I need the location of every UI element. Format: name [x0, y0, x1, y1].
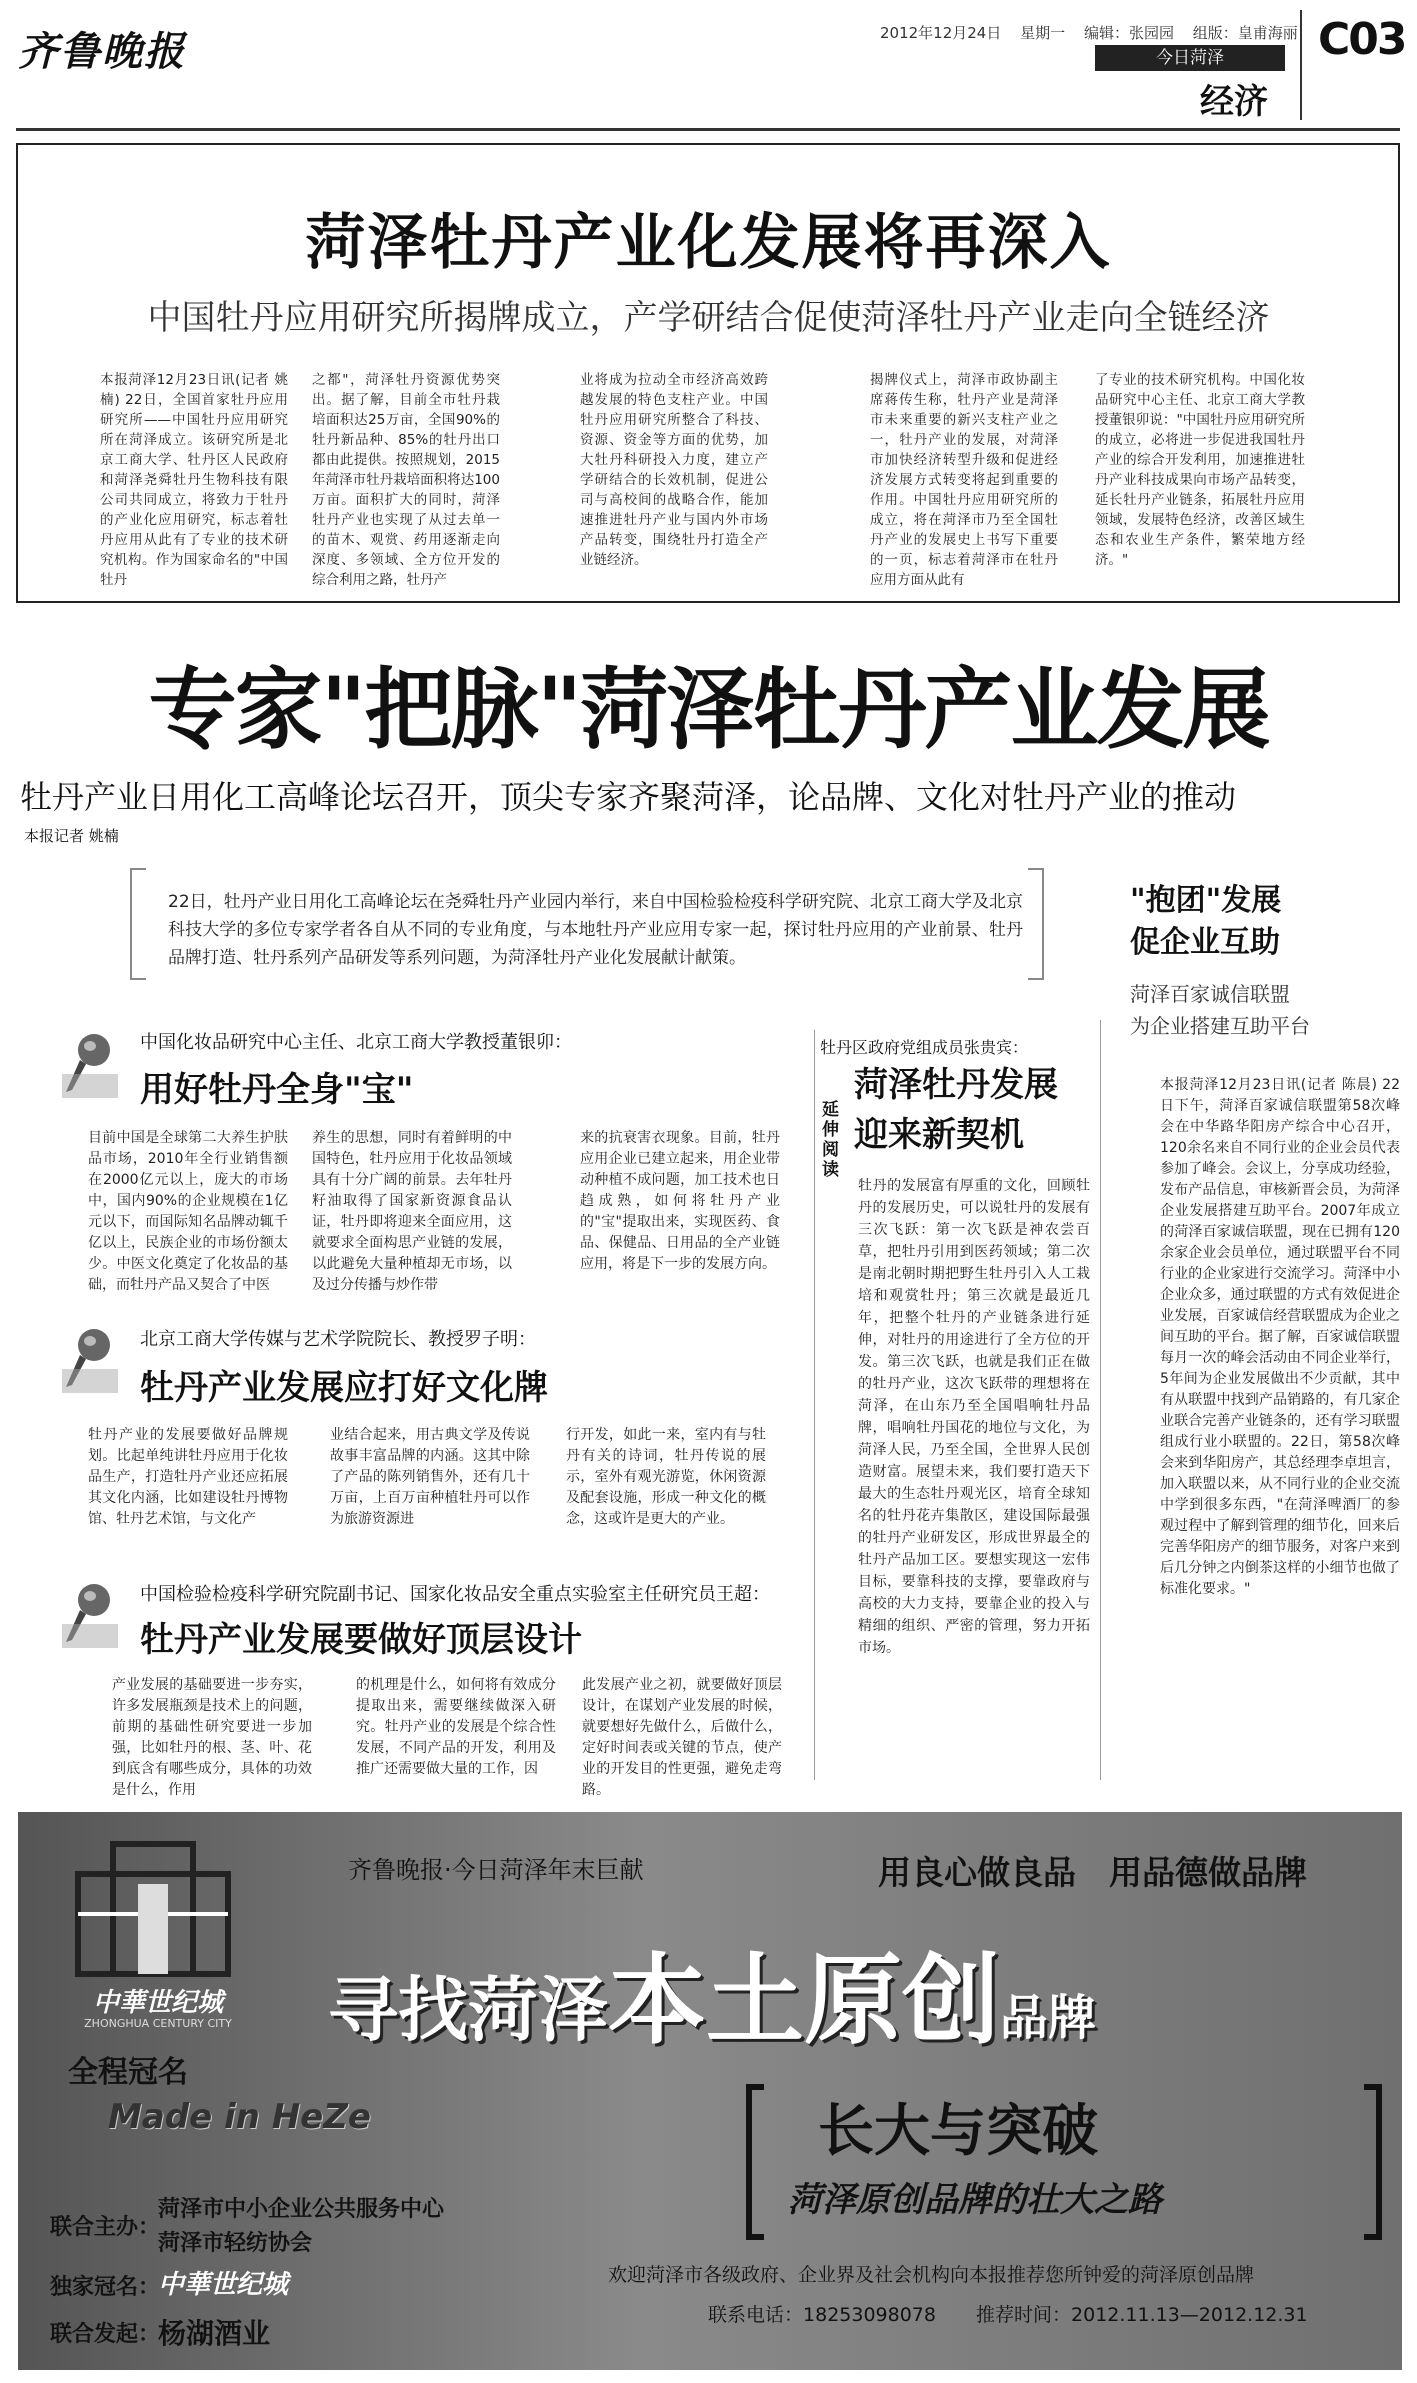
ad-initiator-label: 联合发起：	[50, 2322, 161, 2347]
issue-date: 2012年12月24日	[880, 24, 1002, 42]
extended-headline-text: 菏泽牡丹发展迎来新契机	[854, 1065, 1058, 1155]
quote-column: 牡丹产业的发展要做好品牌规划。比起单纯讲牡丹应用于化妆品生产，打造牡丹产业还应拓展其文化内涵，比如建设牡丹博物馆、牡丹艺术馆，与文化产	[88, 1427, 288, 1527]
extended-divider	[814, 1030, 815, 1780]
ad-contact-line	[708, 2300, 1308, 2327]
advertisement	[18, 1812, 1402, 2370]
article2-intro: 22日，牡丹产业日用化工高峰论坛在尧舜牡丹产业园内举行，来自中国检验检疫科学研究院、北京工商大学及北京科技大学的多位专家学者各自从不同的专业角度，与本地牡丹产业应用专家一起，探讨牡丹应用的产业前景、牡丹品牌打造、牡丹系列产品研发等系列问题，为菏泽牡丹产业化发展献计献策。	[168, 892, 1023, 968]
page-number: C03	[1318, 14, 1406, 65]
ad-host-label: 联合主办：	[50, 2215, 161, 2240]
ad-phone: 18253098078	[803, 2304, 936, 2326]
quote-column: 业结合起来，用古典文学及传说故事丰富品牌的内涵。这其中除了产品的陈列销售外，还有几十万亩，上百万亩种植牡丹可以作为旅游资源进	[330, 1427, 530, 1527]
extended-speaker: 牡丹区政府党组成员张贵宾：	[820, 1038, 1029, 1057]
side-headline-line2: 促企业互助	[1130, 925, 1280, 960]
quote-column: 养生的思想，同时有着鲜明的中国特色，牡丹应用于化妆品领域具有十分广阔的前景。去年牡丹籽油取得了国家新资源食品认证，牡丹即将迎来全面应用，这就要求全面构思产业链的发展，以此避免大量种植却无市场，以及过分传播与炒作带	[312, 1130, 512, 1293]
quote-column: 行开发，如此一来，室内有与牡丹有关的诗词，牡丹传说的展示，室外有观光游览，休闲资源及配套设施，形成一种文化的概念，这或许是更大的产业。	[566, 1427, 766, 1527]
side-divider	[1100, 1020, 1101, 1780]
article2-byline: 本报记者 姚楠	[24, 827, 119, 845]
ad-invitation: 欢迎菏泽市各级政府、企业界及社会机构向本报推荐您所钟爱的菏泽原创品牌	[608, 2264, 1255, 2286]
extended-headline	[854, 1060, 1084, 1160]
newspaper-logo: 齐鲁晚报	[18, 28, 186, 75]
section-name: 经济	[1200, 82, 1268, 122]
article2-subheadline: 牡丹产业日用化工高峰论坛召开，顶尖专家齐聚菏泽，论品牌、文化对牡丹产业的推动	[20, 778, 1237, 816]
section-tab: 今日菏泽	[1095, 45, 1285, 71]
quote-speaker: 中国检验检疫科学研究院副书记、国家化妆品安全重点实验室主任研究员王超：	[140, 1584, 770, 1605]
quote-headline: 牡丹产业发展应打好文化牌	[140, 1368, 548, 1408]
quote-headline: 牡丹产业发展要做好顶层设计	[140, 1620, 582, 1660]
pushpin-icon	[60, 1580, 120, 1650]
side-subheadline	[1130, 978, 1310, 1042]
quote-speaker: 北京工商大学传媒与艺术学院院长、教授罗子明：	[140, 1329, 536, 1350]
extended-reading-tag: 延伸阅读	[822, 1100, 839, 1180]
side-body: 本报菏泽12月23日讯(记者 陈晨) 22日下午，菏泽百家诚信联盟第58次峰会在中华路华阳房产综合中心召开，120余名来自不同行业的企业会员代表参加了峰会。会议上，分享成功经验，发布产品信息，审核新晋会员，为菏泽企业发展搭建互助平台。2007年成立的菏泽百家诚信联盟，现在已拥有120余家企业会员单位，通过联盟平台不同行业的企业家进行交流学习。菏泽中小企业众多，通过联盟的方式有效促进企业发展，百家诚信经营联盟成为企业之间互助的平台。据了解，百家诚信联盟每月一次的峰会活动由不同企业举行，5年间为企业发展做出不少贡献，其中有从联盟中找到产品销路的，有几家企业联合完善产业链条的，还有学习联盟组成行业小联盟的。22日，第58次峰会来到华阳房产，其总经理李卓坦言，加入联盟以来，从不同行业的企业交流中学到很多东西，"在菏泽啤酒厂的参观过程中了解到管理的细节化，回来后完善华阳房产的细节服务，对客户来到后几分钟之内倒茶这样的小细节也做了标准化要求。"	[1160, 1077, 1400, 1597]
intro-bracket-right	[1028, 868, 1044, 980]
article1-column: 了专业的技术研究机构。中国化妆品研究中心主任、北京工商大学教授董银卯说："中国牡丹应用研究所的成立，必将进一步促进我国牡丹产业的综合开发利用，加速推进牡丹产业科技成果向市场产品转变，延长牡丹产业链条，拓展牡丹应用领域，发展特色经济，改善区域生态和农业生产条件，繁荣地方经济。"	[1095, 372, 1305, 568]
article1-column: 揭牌仪式上，菏泽市政协副主席蒋传生称，牡丹产业是菏泽市未来重要的新兴支柱产业之一，牡丹产业的发展，对菏泽市加快经济转型升级和促进经济发展方式转变将起到重要的作用。中国牡丹应用研究所的成立，将在菏泽市乃至全国牡丹产业的发展史上书写下重要的一页，标志着菏泽市在牡丹应用方面从此有	[870, 372, 1058, 588]
editor-credit: 编辑：张园园	[1083, 24, 1174, 42]
ad-phone-label: 联系电话：	[708, 2304, 804, 2326]
ad-made-in: Made in HeZe	[108, 2097, 371, 2137]
ad-headline-b: 本土原创	[608, 1944, 1001, 2058]
pushpin-icon	[60, 1030, 120, 1100]
ad-campaign-title: 长大与突破	[818, 2098, 1098, 2164]
layout-credit: 组版：皇甫海丽	[1192, 24, 1298, 42]
quote-column: 产业发展的基础要进一步夯实，许多发展瓶颈是技术上的问题，前期的基础性研究要进一步加强，比如牡丹的根、茎、叶、花到底含有哪些成分，具体的功效是什么，作用	[112, 1677, 312, 1798]
ad-time: 2012.11.13—2012.12.31	[1071, 2304, 1308, 2326]
article2-headline: 专家"把脉"菏泽牡丹产业发展	[148, 657, 1269, 761]
quote-headline: 用好牡丹全身"宝"	[140, 1070, 414, 1110]
ad-exclusive-value: 中華世纪城	[158, 2270, 289, 2300]
quote-column: 来的抗衰害衣现象。目前，牡丹应用企业已建立起来，用企业带动种植不成问题，加工技术也日趋成熟，如何将牡丹产业的"宝"提取出来，实现医药、食品、保健品、日用品的全产业链应用，将是下一步的发展方向。	[580, 1130, 780, 1272]
city-logo-icon	[58, 1834, 248, 1984]
side-headline	[1130, 880, 1281, 964]
header-meta	[880, 22, 1312, 43]
ad-city-name: 中華世纪城	[92, 1988, 223, 2018]
side-sub-line1: 菏泽百家诚信联盟	[1130, 982, 1290, 1006]
ad-host-1: 菏泽市中小企业公共服务中心	[158, 2197, 445, 2222]
article1-headline: 菏泽牡丹产业化发展将再深入	[305, 208, 1112, 278]
extended-body: 牡丹的发展富有厚重的文化，回顾牡丹的发展历史，可以说牡丹的发展有三次飞跃：第一次飞跃是神农尝百草，把牡丹引用到医药领域；第二次是南北朝时期把野生牡丹引入人工栽培和观赏牡丹；第三次就是最近几年，把整个牡丹的产业链条进行延伸，对牡丹的用途进行了全方位的开发。第三次飞跃，也就是我们正在做的牡丹产业，这次飞跃带的理想将在菏泽，在山东乃至全国唱响牡丹品牌，唱响牡丹国花的地位与文化，为菏泽人民，乃至全国，全世界人民创造财富。展望未来，我们要打造天下最大的生态牡丹观光区，培育全球知名的牡丹花卉集散区，建设国际最强的牡丹产业研发区，形成世界最全的牡丹产品加工区。要想实现这一宏伟目标，要靠科技的支撑，要靠政府与高校的大力支持，要靠企业的投入与精细的组织、严密的管理，努力开拓市场。	[858, 1178, 1090, 1656]
quote-column: 的机理是什么，如何将有效成分提取出来，需要继续做深入研究。牡丹产业的发展是个综合性发展，不同产品的开发，利用及推广还需要做大量的工作，因	[356, 1677, 556, 1777]
pushpin-icon	[60, 1325, 120, 1395]
side-sub-line2: 为企业搭建互助平台	[1130, 1014, 1310, 1038]
ad-initiator-value: 杨湖酒业	[158, 2317, 271, 2350]
ad-presented-by: 齐鲁晚报·今日菏泽年末巨献	[348, 1856, 644, 1884]
ad-headline-c: 品牌	[1000, 1990, 1097, 2046]
article1-column: 业将成为拉动全市经济高效跨越发展的特色支柱产业。中国牡丹应用研究所整合了科技、资源、资金等方面的优势，加大牡丹科研投入力度，建立产学研结合的长效机制，促进公司与高校间的战略合作，能加速推进牡丹产业与国内外市场产品转变，围绕牡丹打造全产业链经济。	[580, 372, 768, 568]
ad-sponsor-label: 全程冠名	[68, 2055, 188, 2090]
article1-subheadline: 中国牡丹应用研究所揭牌成立，产学研结合促使菏泽牡丹产业走向全链经济	[147, 298, 1270, 338]
ad-headline-a: 寻找菏泽	[328, 1969, 608, 2051]
ad-slogan: 用良心做良品 用品德做品牌	[878, 1853, 1307, 1892]
quote-column: 此发展产业之初，就要做好顶层设计，在谋划产业发展的时候，就要想好先做什么，后做什么，定好时间表或关键的节点，使产业的开发目的性更强，避免走弯路。	[582, 1677, 782, 1798]
masthead-rule	[16, 128, 1400, 131]
ad-time-label: 推荐时间：	[976, 2304, 1072, 2326]
side-headline-line1: "抱团"发展	[1130, 883, 1282, 918]
quote-column: 目前中国是全球第二大养生护肤品市场，2010年全行业销售额在2000亿元以上，庞大的市场中，国内90%的企业规模在1亿元以下，而国际知名品牌动辄千亿以上，民族企业的市场份额太少。中医文化奠定了化妆品的基础，而牡丹产品又契合了中医	[88, 1130, 288, 1293]
issue-weekday: 星期一	[1020, 24, 1066, 42]
ad-headline	[328, 1922, 1096, 2063]
quote-speaker: 中国化妆品研究中心主任、北京工商大学教授董银卯：	[140, 1032, 572, 1053]
intro-bracket-left	[130, 868, 146, 980]
ad-campaign-subtitle: 菏泽原创品牌的壮大之路	[788, 2180, 1162, 2220]
header-divider	[1300, 10, 1302, 120]
ad-exclusive-label: 独家冠名：	[50, 2275, 161, 2300]
article1-column: 之都"，菏泽牡丹资源优势突出。据了解，目前全市牡丹栽培面积达25万亩，全国90%的牡丹新品种、85%的牡丹出口都由此提供。按照规划，2015年菏泽市牡丹栽培面积将达100万亩。面积扩大的同时，菏泽牡丹产业也实现了从过去单一的苗木、观赏、药用逐渐走向深度、多领域、全方位开发的综合利用之路，牡丹产	[312, 372, 500, 588]
ad-city-english: ZHONGHUA CENTURY CITY	[84, 2017, 232, 2030]
ad-host-2: 菏泽市轻纺协会	[158, 2231, 313, 2256]
article1-column: 本报菏泽12月23日讯(记者 姚楠) 22日，全国首家牡丹应用研究所——中国牡丹应用研究所在菏泽成立。该研究所是北京工商大学、牡丹区人民政府和菏泽尧舜牡丹生物科技有限公司共同成立，将致力于牡丹的产业化应用研究，标志着牡丹应用从此有了专业的技术研究机构。作为国家命名的"中国牡丹	[100, 372, 288, 588]
